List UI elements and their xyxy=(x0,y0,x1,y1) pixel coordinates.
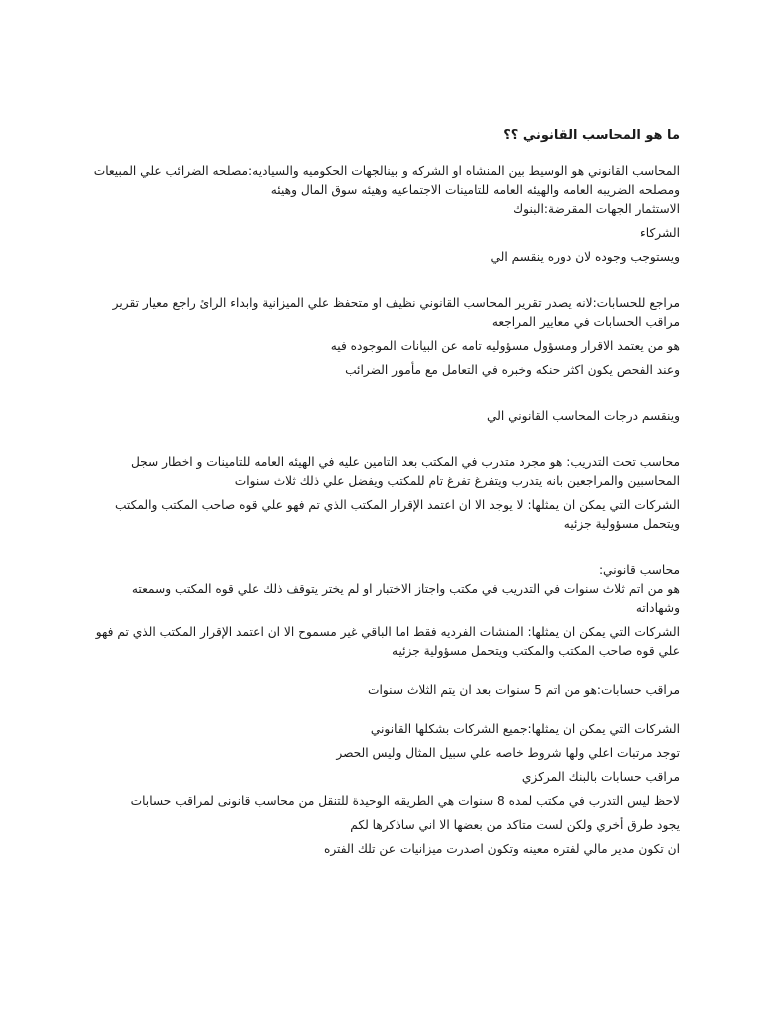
paragraph-financial-manager: ان تكون مدير مالي لفتره معينه وتكون اصدرت ميزانيات عن تلك الفتره xyxy=(323,842,680,856)
paragraph-auditor-companies: الشركات التي يمكن ان يمثلها:جميع الشركات بشكلها القانوني xyxy=(370,722,680,736)
paragraph-investment-lenders: الاستثمار الجهات المقرضة:البنوك xyxy=(513,202,680,216)
document-page xyxy=(88,126,680,859)
paragraph-role-divided: ويستوجب وجوده لان دوره ينقسم الي xyxy=(490,250,680,264)
paragraph-levels-heading: وينقسم درجات المحاسب القانوني الي xyxy=(486,409,680,423)
paragraph-note-training: لاحظ ليس التدرب في مكتب لمده 8 سنوات هي الطريقه الوحيدة للتنقل من محاسب قانونى لمراقب حسابات xyxy=(130,794,680,808)
paragraph-trainee: محاسب تحت التدريب: هو مجرد متدرب في المكتب بعد التامين عليه في الهيئه العامه للتامينات و اخطار سجل المحاسبين والمراجعين بانه يتدرب ويتفرغ تفرغ تام للمكتب ويفضل علي ذلك ثلاث سنوات xyxy=(130,455,680,488)
paragraph-inspection: وعند الفحص يكون اكثر حنكه وخبره في التعامل مع مأمور الضرائب xyxy=(345,363,680,377)
paragraph-higher-ranks: توجد مرتبات اعلي ولها شروط خاصه علي سبيل المثال وليس الحصر xyxy=(336,746,680,760)
paragraph-other-ways: يجود طرق أخري ولكن لست متاكد من بعضها الا اني ساذكرها لكم xyxy=(350,818,680,832)
paragraph-legal-accountant-desc: هو من اتم ثلاث سنوات في التدريب في مكتب واجتاز الاختبار او لم يختر يتوقف ذلك علي قوه المكتب وسمعته وشهاداته xyxy=(131,582,680,615)
paragraph-legal-accountant-companies: الشركات التي يمكن ان يمثلها: المنشات الفرديه فقط اما الباقي غير مسموح الا ان اعتمد الإقرار المكتب الذي تم فهو علي قوه صاحب المكتب والمكتب ويتحمل مسؤولية جزئيه xyxy=(95,625,680,658)
paragraph-auditor: مراجع للحسابات:لانه يصدر تقرير المحاسب القانوني نظيف او متحفظ علي الميزانية وابداء الرائ راجع معيار تقرير مراقب الحسابات في معايير المراجعه xyxy=(112,296,680,329)
paragraph-auditor-level: مراقب حسابات:هو من اتم 5 سنوات بعد ان يتم الثلاث سنوات xyxy=(368,683,680,697)
paragraph-intro: المحاسب القانوني هو الوسيط بين المنشاه او الشركه و بينالجهات الحكوميه والسياديه:مصلحه الضرائب علي المبيعات ومصلحه الضريبه العامه والهيئه العامه للتامينات الاجتماعيه وهيئه سوق المال وهيئه xyxy=(93,164,680,197)
paragraph-central-bank: مراقب حسابات بالبنك المركزي xyxy=(521,770,680,784)
paragraph-legal-accountant-heading: محاسب قانوني: xyxy=(598,563,680,577)
paragraph-partners: الشركاء xyxy=(640,226,680,240)
document-title: ما هو المحاسب القانوني ؟؟ xyxy=(503,128,680,143)
paragraph-trainee-companies: الشركات التي يمكن ان يمثلها: لا يوجد الا ان اعتمد الإقرار المكتب الذي تم فهو علي قوه صاحب المكتب والمكتب ويتحمل مسؤولية جزئيه xyxy=(114,498,680,531)
paragraph-approves-declaration: هو من يعتمد الاقرار ومسؤول مسؤوليه تامه عن البيانات الموجوده فيه xyxy=(330,339,680,353)
